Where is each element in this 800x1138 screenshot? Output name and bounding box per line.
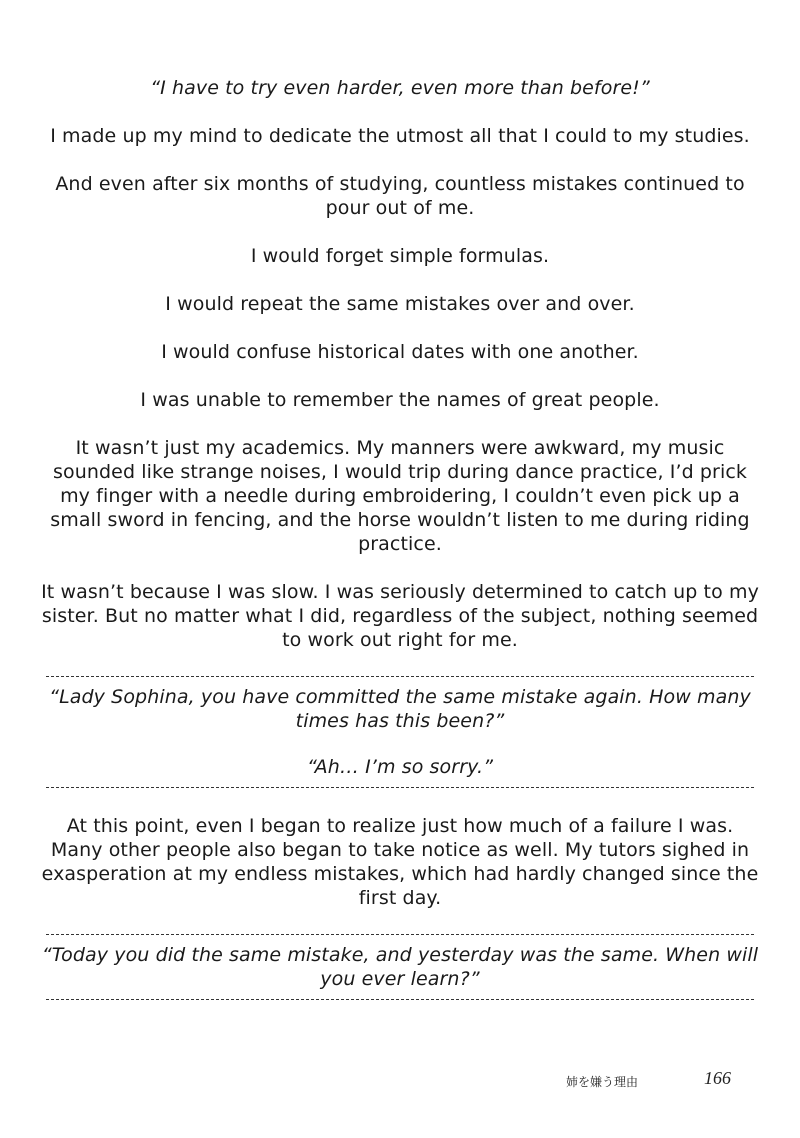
page-body (40, 76, 760, 1000)
dashed-divider (46, 787, 754, 788)
page-footer (560, 1068, 760, 1092)
dialogue-block-learn (40, 943, 760, 991)
dialogue-line-apology: “Ah… I’m so sorry.” (306, 756, 494, 778)
opening-quote: “I have to try even harder, even more than before!” (150, 77, 650, 99)
paragraph-not-slow: It wasn’t because I was slow. I was seriously determined to catch up to my sister. But no matter what I did, regardless of the subject, nothing seemed to work out right for me. (41, 581, 759, 651)
paragraph-six-months: And even after six months of studying, countless mistakes continued to pour out of me. (55, 173, 745, 219)
paragraph-academics: It wasn’t just my academics. My manners were awkward, my music sounded like strange noises, I would trip during dance practice, I’d prick my finger with a needle during embroidering, I couldn’t even pick up a small sword in fencing, and the horse wouldn’t listen to me during riding practice. (50, 437, 750, 555)
book-title: 姉を嫌う理由 (566, 1075, 639, 1089)
page-number: 166 (704, 1068, 731, 1088)
paragraph-failure: At this point, even I began to realize just how much of a failure I was. Many other people also began to take notice as well. My tutors sighed in exasperation at my endless mistakes, which had hardly changed since the first day. (41, 815, 759, 909)
dashed-divider (46, 934, 754, 935)
paragraph-great-people: I was unable to remember the names of great people. (140, 389, 660, 411)
paragraph-repeat-mistakes: I would repeat the same mistakes over and over. (165, 293, 635, 315)
dialogue-line-tutor: “Lady Sophina, you have committed the same mistake again. How many times has this been?” (49, 686, 751, 732)
dialogue-block-tutor (40, 685, 760, 779)
paragraph-dedication: I made up my mind to dedicate the utmost all that I could to my studies. (50, 125, 750, 147)
paragraph-formulas: I would forget simple formulas. (250, 245, 550, 267)
dashed-divider (46, 999, 754, 1000)
dashed-divider (46, 676, 754, 677)
paragraph-historical-dates: I would confuse historical dates with one another. (161, 341, 639, 363)
dialogue-line-learn: “Today you did the same mistake, and yesterday was the same. When will you ever learn?” (41, 944, 759, 990)
